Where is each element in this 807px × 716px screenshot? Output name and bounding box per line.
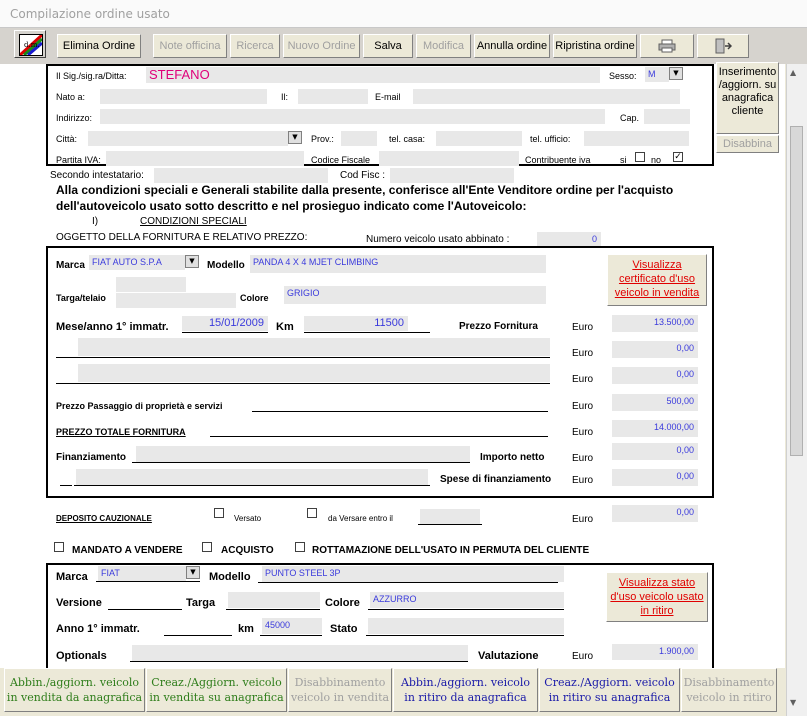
price-field[interactable]: 13.500,00 xyxy=(612,315,698,332)
link-tradein-vehicle-button[interactable]: Abbin./aggiorn. veicolo in ritiro da anagrafica xyxy=(393,668,538,712)
scroll-thumb[interactable] xyxy=(790,126,803,456)
deposit-paid-label: Versato xyxy=(234,514,262,523)
purchase-label: ACQUISTO xyxy=(221,545,274,556)
km-label: Km xyxy=(276,321,294,333)
address-label: Indirizzo: xyxy=(56,113,93,123)
tradein-year-label: Anno 1° immatr. xyxy=(56,623,140,635)
tax-code-label: Codice Fiscale xyxy=(311,155,371,165)
financing-field[interactable] xyxy=(136,446,470,462)
km-underline xyxy=(304,332,430,333)
search-button[interactable]: Ricerca xyxy=(230,34,280,58)
transfer-underline xyxy=(252,411,548,412)
new-order-button[interactable]: Nuovo Ordine xyxy=(283,34,360,58)
valuation-field[interactable]: 1.900,00 xyxy=(612,644,698,660)
tradein-plate-field[interactable] xyxy=(228,592,320,608)
phone-home-label: tel. casa: xyxy=(389,134,426,144)
supply-object-label: OGGETTO DELLA FORNITURA E RELATIVO PREZZO: xyxy=(56,232,308,243)
tradein-km-underline xyxy=(260,635,322,636)
mandate-checkbox[interactable] xyxy=(54,542,64,552)
exit-button[interactable] xyxy=(697,34,749,58)
total-underline xyxy=(210,436,548,437)
vertical-scrollbar[interactable] xyxy=(786,64,807,716)
euro-label-8: Euro xyxy=(572,514,594,525)
financing-underline xyxy=(132,462,470,463)
workshop-notes-button[interactable]: Note officina xyxy=(153,34,227,58)
exit-door-icon xyxy=(714,38,732,54)
prov-field[interactable] xyxy=(341,131,377,146)
version-label: Versione xyxy=(56,597,102,609)
km-field[interactable]: 11500 xyxy=(304,316,408,331)
view-certificate-button[interactable]: Visualizza certificato d'uso veicolo in vendita xyxy=(607,254,707,306)
transfer-field[interactable]: 500,00 xyxy=(612,394,698,411)
tradein-color-field[interactable]: AZZURRO xyxy=(370,592,564,608)
tradein-model-label: Modello xyxy=(209,571,251,583)
second-holder-field[interactable] xyxy=(154,168,328,183)
unlink-tradein-vehicle-button[interactable]: Disabbinamento veicolo in ritiro xyxy=(681,668,777,712)
extra-desc-1[interactable] xyxy=(78,338,550,356)
birthdate-label: Il: xyxy=(281,92,289,102)
color-field[interactable]: GRIGIO xyxy=(284,286,546,304)
scrapping-checkbox[interactable] xyxy=(295,542,305,552)
plate-label: Targa/telaio xyxy=(56,293,106,303)
phone-home-field[interactable] xyxy=(436,131,522,146)
special-conditions-label: CONDIZIONI SPECIALI xyxy=(140,216,247,227)
print-button[interactable] xyxy=(640,34,694,58)
net-amount-field[interactable]: 0,00 xyxy=(612,443,698,460)
client-name-field[interactable]: STEFANO xyxy=(146,67,600,83)
vat-payer-label: Contribuente iva xyxy=(525,155,591,165)
deposit-field[interactable]: 0,00 xyxy=(612,505,698,522)
deposit-date-field[interactable] xyxy=(420,509,480,524)
link-sale-vehicle-button[interactable]: Abbin./aggiorn. veicolo in vendita da anagrafica xyxy=(4,668,145,712)
euro-label-7: Euro xyxy=(572,475,594,486)
vat-no-label: no xyxy=(651,155,662,165)
scrapping-label: ROTTAMAZIONE DELL'USATO IN PERMUTA DEL CLIENTE xyxy=(312,545,590,556)
fees-desc-underline xyxy=(74,485,430,486)
mandate-label: MANDATO A VENDERE xyxy=(72,545,183,556)
euro-label-6: Euro xyxy=(572,453,594,464)
edit-button[interactable]: Modifica xyxy=(416,34,471,58)
linked-vehicle-field[interactable]: 0 xyxy=(537,232,601,247)
second-tax-label: Cod Fisc : xyxy=(340,170,386,181)
restore-order-button[interactable]: Ripristina ordine xyxy=(553,34,637,58)
tradein-model-field[interactable]: PUNTO STEEL 3P xyxy=(262,566,564,582)
vat-label: Partita IVA: xyxy=(56,155,101,165)
extra-price-2[interactable]: 0,00 xyxy=(612,367,698,384)
tradein-brand-dropdown-icon[interactable]: ▼ xyxy=(186,566,200,579)
tradein-brand-underline xyxy=(96,581,200,582)
deposit-due-checkbox[interactable] xyxy=(307,508,317,518)
color-label: Colore xyxy=(240,293,269,303)
logo-button[interactable] xyxy=(14,30,46,58)
euro-label-9: Euro xyxy=(572,651,594,662)
transfer-label: Prezzo Passaggio di proprietà e servizi xyxy=(56,401,223,411)
purchase-checkbox[interactable] xyxy=(202,542,212,552)
insert-client-button[interactable]: Inserimento /aggiorn. su anagrafica cliente xyxy=(716,62,779,134)
email-label: E-mail xyxy=(375,92,401,102)
address-field[interactable] xyxy=(100,109,605,124)
view-tradein-status-button[interactable]: Visualizza stato d'uso veicolo usato in ritiro xyxy=(606,572,708,622)
born-field[interactable] xyxy=(100,89,267,104)
tradein-km-field[interactable]: 45000 xyxy=(262,618,322,634)
euro-label-2: Euro xyxy=(572,348,594,359)
save-button[interactable]: Salva xyxy=(363,34,413,58)
euro-label-4: Euro xyxy=(572,401,594,412)
registration-label: Mese/anno 1° immatr. xyxy=(56,321,169,333)
brand-dropdown-icon[interactable]: ▼ xyxy=(185,255,199,268)
delete-order-button[interactable]: Elimina Ordine xyxy=(57,34,141,58)
tradein-plate-underline xyxy=(226,609,320,610)
extra-desc-2-underline xyxy=(56,383,550,384)
optionals-field[interactable] xyxy=(132,645,468,661)
printer-icon xyxy=(658,39,676,53)
registration-field[interactable]: 15/01/2009 xyxy=(182,316,268,331)
create-sale-vehicle-button[interactable]: Creaz./Aggiorn. veicolo in vendita su anagrafica xyxy=(146,668,287,712)
birthdate-field[interactable] xyxy=(298,89,368,104)
prov-label: Prov.: xyxy=(311,134,334,144)
sex-dropdown-icon[interactable]: ▼ xyxy=(669,67,683,80)
model-label: Modello xyxy=(207,260,245,271)
version-underline xyxy=(108,609,182,610)
vat-yes-checkbox[interactable] xyxy=(635,152,645,162)
plate-prefix-field[interactable] xyxy=(116,277,186,292)
tradein-model-underline xyxy=(258,582,558,583)
optionals-underline xyxy=(130,661,468,662)
tradein-year-underline xyxy=(164,635,232,636)
plate-field[interactable] xyxy=(116,293,236,308)
net-amount-label: Importo netto xyxy=(480,452,545,463)
create-tradein-vehicle-button[interactable]: Creaz./Aggiorn. veicolo in ritiro su anagrafica xyxy=(539,668,680,712)
tradein-state-field[interactable] xyxy=(368,618,564,634)
tradein-state-label: Stato xyxy=(330,623,358,635)
order-form xyxy=(0,64,785,668)
tradein-brand-label: Marca xyxy=(56,571,88,583)
fees-label: Spese di finanziamento xyxy=(440,474,552,485)
model-field[interactable]: PANDA 4 X 4 MJET CLIMBING xyxy=(250,255,546,273)
dm-logo-icon: d.m. xyxy=(19,34,43,56)
euro-label-5: Euro xyxy=(572,427,594,438)
city-label: Città: xyxy=(56,134,78,144)
vat-field[interactable] xyxy=(106,151,304,166)
optionals-label: Optionals xyxy=(56,650,107,662)
city-select[interactable] xyxy=(88,131,288,146)
cap-label: Cap. xyxy=(620,113,640,123)
phone-office-field[interactable] xyxy=(584,131,689,146)
fees-prefix-underline xyxy=(60,485,72,486)
window-title: Compilazione ordine usato xyxy=(0,0,807,28)
financing-label: Finanziamento xyxy=(56,452,127,463)
unlink-client-button[interactable]: Disabbina xyxy=(716,135,779,153)
valuation-label: Valutazione xyxy=(478,650,539,662)
tradein-color-underline xyxy=(368,609,564,610)
euro-label-1: Euro xyxy=(572,322,594,333)
tradein-km-label: km xyxy=(238,623,254,635)
tax-code-field[interactable] xyxy=(379,151,519,166)
vat-no-checkbox[interactable]: ✓ xyxy=(674,152,682,162)
tradein-color-label: Colore xyxy=(325,597,360,609)
fees-desc-field[interactable] xyxy=(76,469,428,485)
intro-text: Alla condizioni speciali e Generali stabilite dalla presente, conferisce all'Ente Venditore ordine per l'acquisto dell'autoveicolo usato sotto descritto e nel prosieguo indicato come l'Autoveicolo: xyxy=(56,183,674,213)
brand-select[interactable]: FIAT AUTO S.P.A xyxy=(89,255,185,270)
cap-field[interactable] xyxy=(644,109,690,124)
total-field[interactable]: 14.000,00 xyxy=(612,420,698,437)
email-field[interactable] xyxy=(413,89,680,104)
section-numeral: I) xyxy=(92,216,99,227)
city-dropdown-icon[interactable]: ▼ xyxy=(288,131,302,144)
scroll-down-icon[interactable]: ▼ xyxy=(790,698,797,707)
born-label: Nato a: xyxy=(56,92,86,102)
second-tax-field[interactable] xyxy=(390,168,514,183)
tradein-state-underline xyxy=(366,635,564,636)
fees-field[interactable]: 0,00 xyxy=(612,469,698,486)
unlink-sale-vehicle-button[interactable]: Disabbinamento veicolo in vendita xyxy=(288,668,392,712)
deposit-label: DEPOSITO CAUZIONALE xyxy=(56,514,152,523)
extra-desc-1-underline xyxy=(56,357,550,358)
tradein-plate-label: Targa xyxy=(186,597,216,609)
linked-vehicle-label: Numero veicolo usato abbinato : xyxy=(366,234,510,245)
cancel-order-button[interactable]: Annulla ordine xyxy=(474,34,550,58)
deposit-paid-checkbox[interactable] xyxy=(214,508,224,518)
deposit-due-label: da Versare entro il xyxy=(328,514,393,523)
phone-office-label: tel. ufficio: xyxy=(530,134,571,144)
deposit-date-underline xyxy=(418,524,482,525)
sex-select[interactable]: M xyxy=(645,67,669,82)
second-holder-label: Secondo intestatario: xyxy=(50,170,144,181)
tradein-brand-select[interactable]: FIAT xyxy=(98,566,186,581)
client-name-label: Il Sig./sig.ra/Ditta: xyxy=(56,71,127,81)
euro-label-3: Euro xyxy=(572,374,594,385)
registration-underline xyxy=(182,332,268,333)
total-label: PREZZO TOTALE FORNITURA xyxy=(56,427,186,437)
extra-desc-2[interactable] xyxy=(78,364,550,382)
sex-label: Sesso: xyxy=(609,71,637,81)
price-label: Prezzo Fornitura xyxy=(459,321,538,332)
brand-label: Marca xyxy=(56,260,85,271)
scroll-up-icon[interactable]: ▲ xyxy=(790,68,797,77)
vat-yes-label: si xyxy=(620,155,627,165)
extra-price-1[interactable]: 0,00 xyxy=(612,341,698,358)
